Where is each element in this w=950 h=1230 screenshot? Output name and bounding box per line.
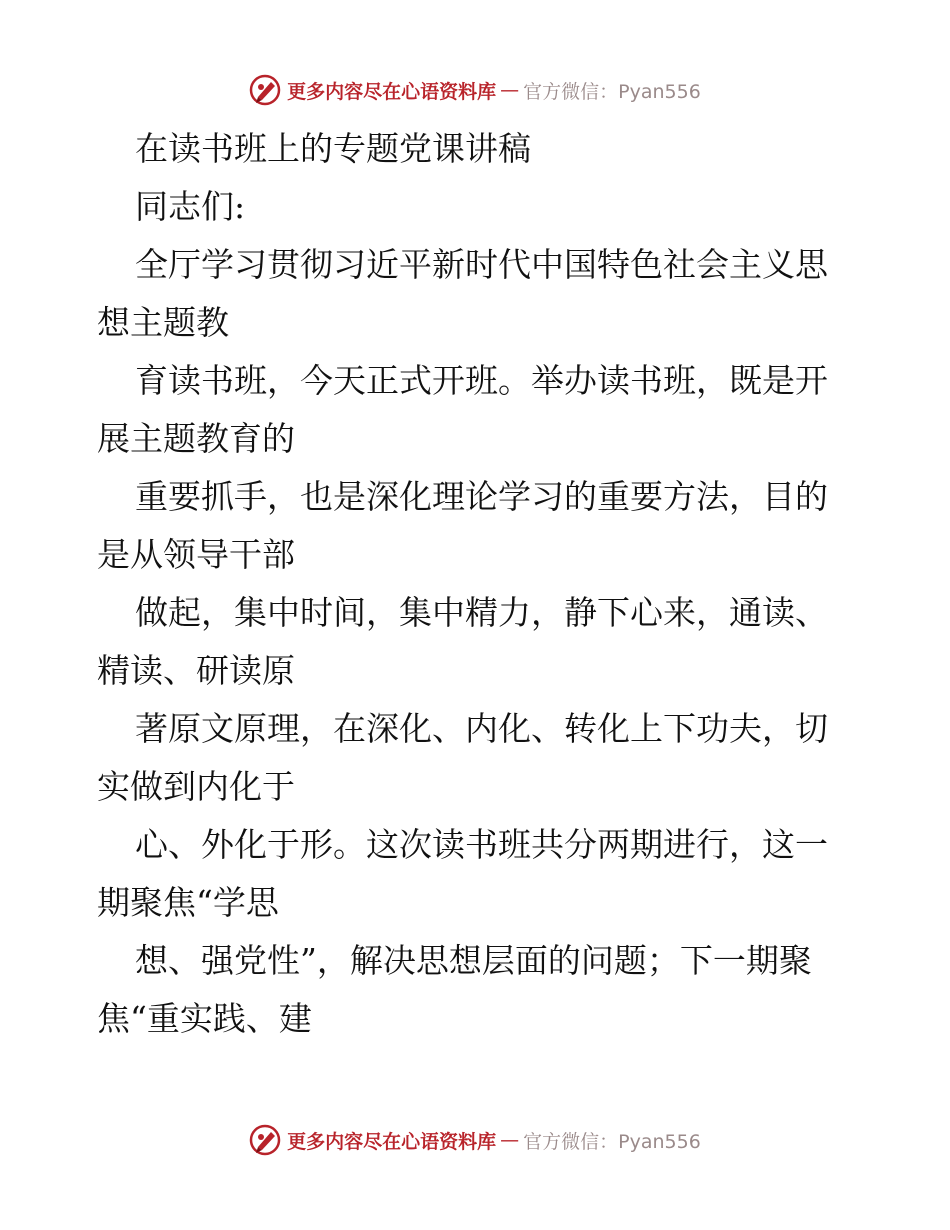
footer-banner (0, 1120, 950, 1160)
paragraph-line: 著原文原理，在深化、内化、转化上下功夫，切 (135, 709, 828, 748)
paragraph-line: 重要抓手，也是深化理论学习的重要方法，目的 (135, 477, 828, 516)
salutation: 同志们: (135, 187, 246, 226)
header-banner (0, 70, 950, 110)
document-title: 在读书班上的专题党课讲稿 (135, 129, 531, 168)
paragraph-line: 全厅学习贯彻习近平新时代中国特色社会主义思 (135, 245, 828, 284)
paragraph-line: 精读、研读原 (97, 651, 295, 690)
banner-dash: — (500, 1129, 520, 1151)
paragraph-line: 心、外化于形。这次读书班共分两期进行，这一 (135, 825, 828, 864)
banner-wechat-text: 官方微信：Pyan556 (523, 80, 701, 103)
banner-brand-text: 更多内容尽在心语资料库 (287, 80, 497, 103)
paragraph-line: 期聚焦“学思 (97, 883, 279, 922)
paragraph-line: 做起，集中时间，集中精力，静下心来，通读、 (135, 593, 828, 632)
paragraph-line: 育读书班，今天正式开班。举办读书班，既是开 (135, 361, 828, 400)
banner-dash: — (500, 79, 520, 101)
paragraph-line: 想、强党性”，解决思想层面的问题；下一期聚 (135, 941, 812, 980)
banner-brand-text: 更多内容尽在心语资料库 (287, 1130, 497, 1153)
document-body (97, 120, 857, 1048)
pen-logo-icon (249, 1123, 283, 1157)
pen-logo-icon (249, 73, 283, 107)
paragraph-line: 焦“重实践、建 (97, 999, 312, 1038)
paragraph-line: 想主题教 (97, 303, 229, 342)
paragraph-line: 展主题教育的 (97, 419, 295, 458)
paragraph-line: 实做到内化于 (97, 767, 295, 806)
paragraph-line: 是从领导干部 (97, 535, 295, 574)
banner-wechat-text: 官方微信：Pyan556 (523, 1130, 701, 1153)
